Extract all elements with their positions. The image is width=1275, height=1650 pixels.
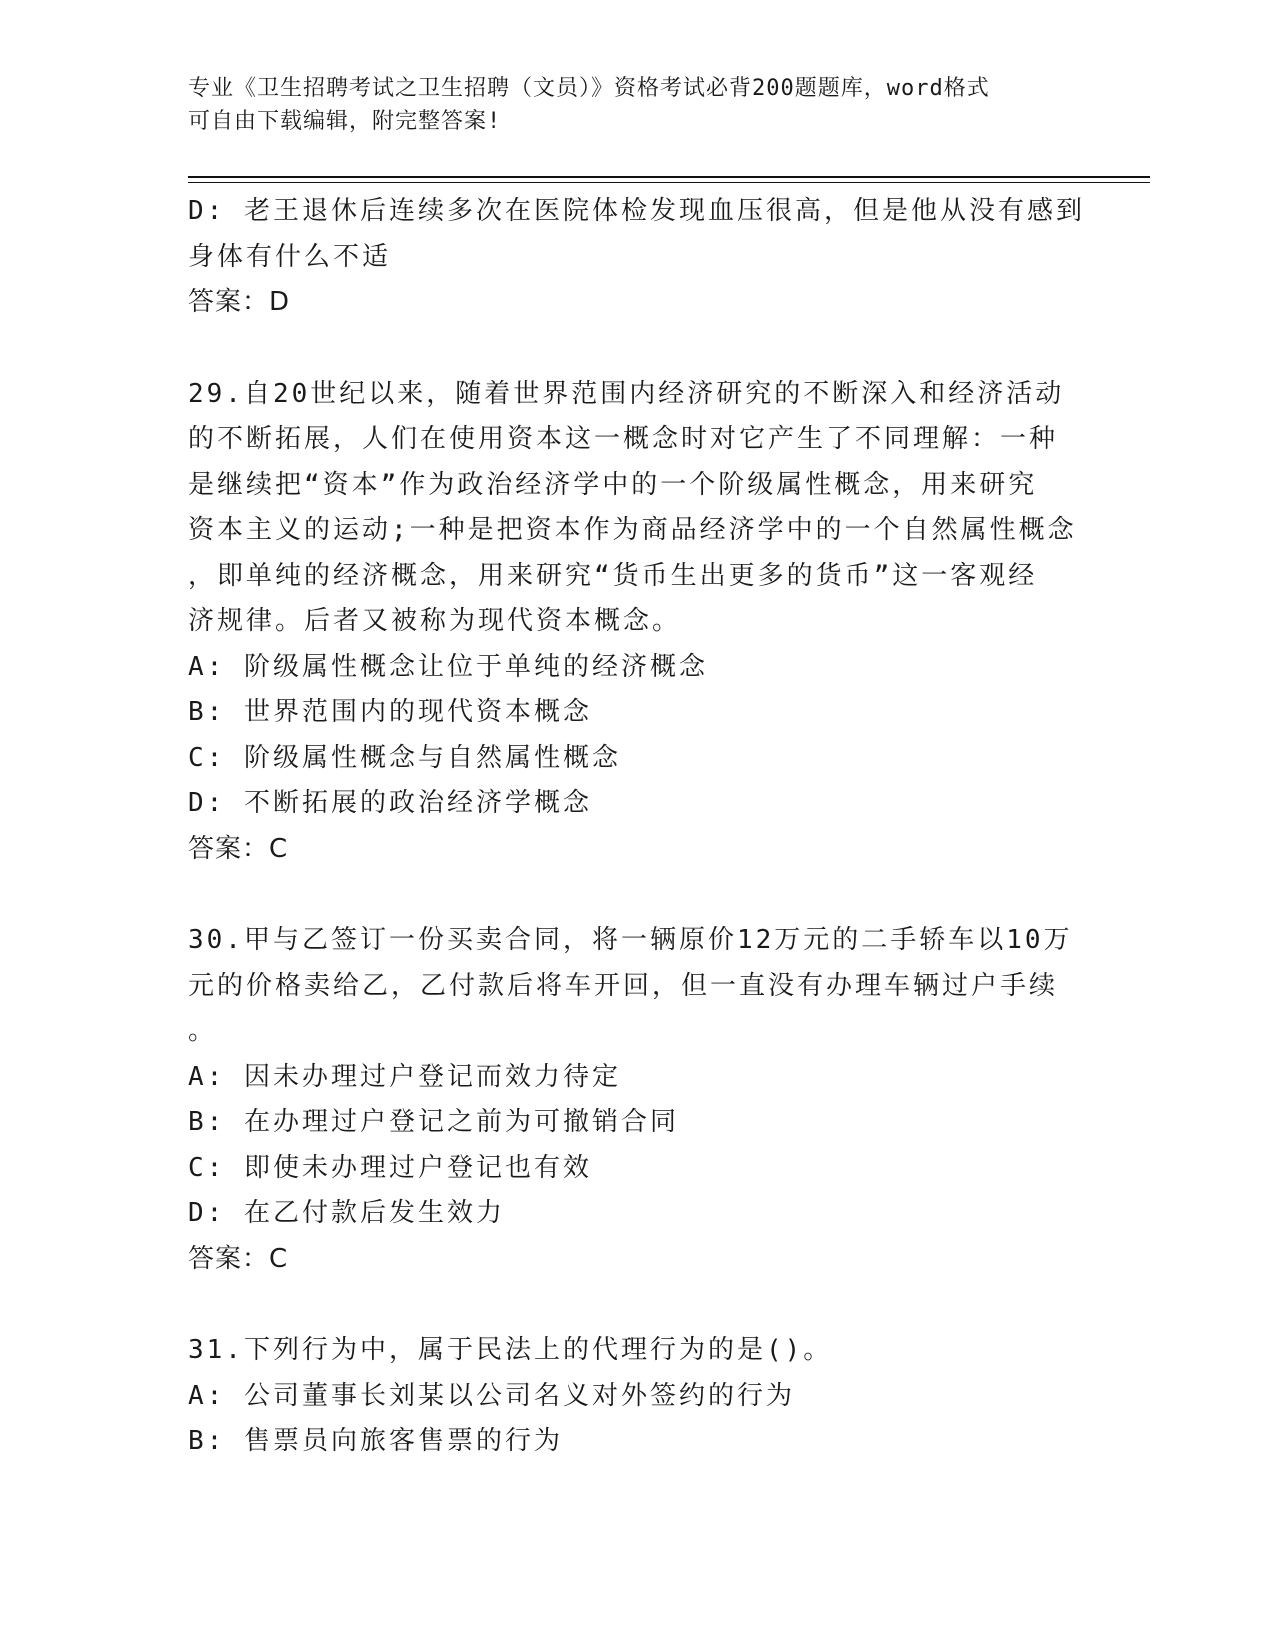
question-stem-line: 资本主义的运动;一种是把资本作为商品经济学中的一个自然属性概念	[188, 515, 1077, 545]
question-stem-line: 是继续把“资本”作为政治经济学中的一个阶级属性概念，用来研究	[188, 469, 1038, 500]
question-stem-line: 31.下列行为中，属于民法上的代理行为的是()。	[188, 1335, 833, 1365]
option-d-continued: 身体有什么不适	[188, 241, 392, 272]
option-a: A: 公司董事长刘某以公司名义对外签约的行为	[188, 1380, 795, 1411]
option-b: B: 世界范围内的现代资本概念	[188, 697, 592, 727]
header-title-line-2: 可自由下载编辑，附完整答案!	[188, 109, 502, 134]
option-a: A: 因未办理过户登记而效力待定	[188, 1061, 621, 1092]
option-d: D: 老王退休后连续多次在医院体检发现血压很高，但是他从没有感到	[188, 196, 1085, 226]
question-stem-line: 济规律。后者又被称为现代资本概念。	[188, 606, 682, 636]
question-28-tail	[188, 189, 1088, 326]
option-a: A: 阶级属性概念让位于单纯的经济概念	[188, 651, 708, 682]
question-29	[188, 372, 1088, 873]
question-gap	[188, 872, 1088, 918]
question-stem-line: 元的价格卖给乙，乙付款后将车开回，但一直没有办理车辆过户手续	[188, 970, 1059, 1001]
question-stem-line: 的不断拓展，人们在使用资本这一概念时对它产生了不同理解：一种	[188, 424, 1059, 454]
question-stem-line: 。	[188, 1016, 218, 1046]
question-stem-line: ，即单纯的经济概念，用来研究“货币生出更多的货币”这一客观经	[188, 560, 1038, 591]
header-divider-thick	[188, 176, 1150, 178]
question-stem-line: 29.自20世纪以来，随着世界范围内经济研究的不断深入和经济活动	[188, 378, 1065, 409]
option-b: B: 售票员向旅客售票的行为	[188, 1426, 563, 1456]
question-list	[188, 189, 1088, 1465]
question-31	[188, 1328, 1088, 1465]
option-c: C: 阶级属性概念与自然属性概念	[188, 742, 621, 773]
answer-label: 答案：C	[188, 833, 289, 864]
question-stem-line: 30.甲与乙签订一份买卖合同，将一辆原价12万元的二手轿车以10万	[188, 925, 1073, 955]
option-c: C: 即使未办理过户登记也有效	[188, 1152, 592, 1183]
question-gap	[188, 1282, 1088, 1328]
option-b: B: 在办理过户登记之前为可撤销合同	[188, 1107, 679, 1137]
header-divider-thin	[188, 182, 1150, 183]
document-header	[188, 72, 1088, 138]
header-title-line-1: 专业《卫生招聘考试之卫生招聘（文员）》资格考试必背200题题库，word格式	[188, 76, 990, 101]
answer-label: 答案：C	[188, 1243, 289, 1274]
question-30	[188, 918, 1088, 1282]
question-gap	[188, 326, 1088, 372]
option-d: D: 在乙付款后发生效力	[188, 1198, 505, 1228]
answer-label: 答案：D	[188, 287, 291, 317]
option-d: D: 不断拓展的政治经济学概念	[188, 788, 592, 818]
